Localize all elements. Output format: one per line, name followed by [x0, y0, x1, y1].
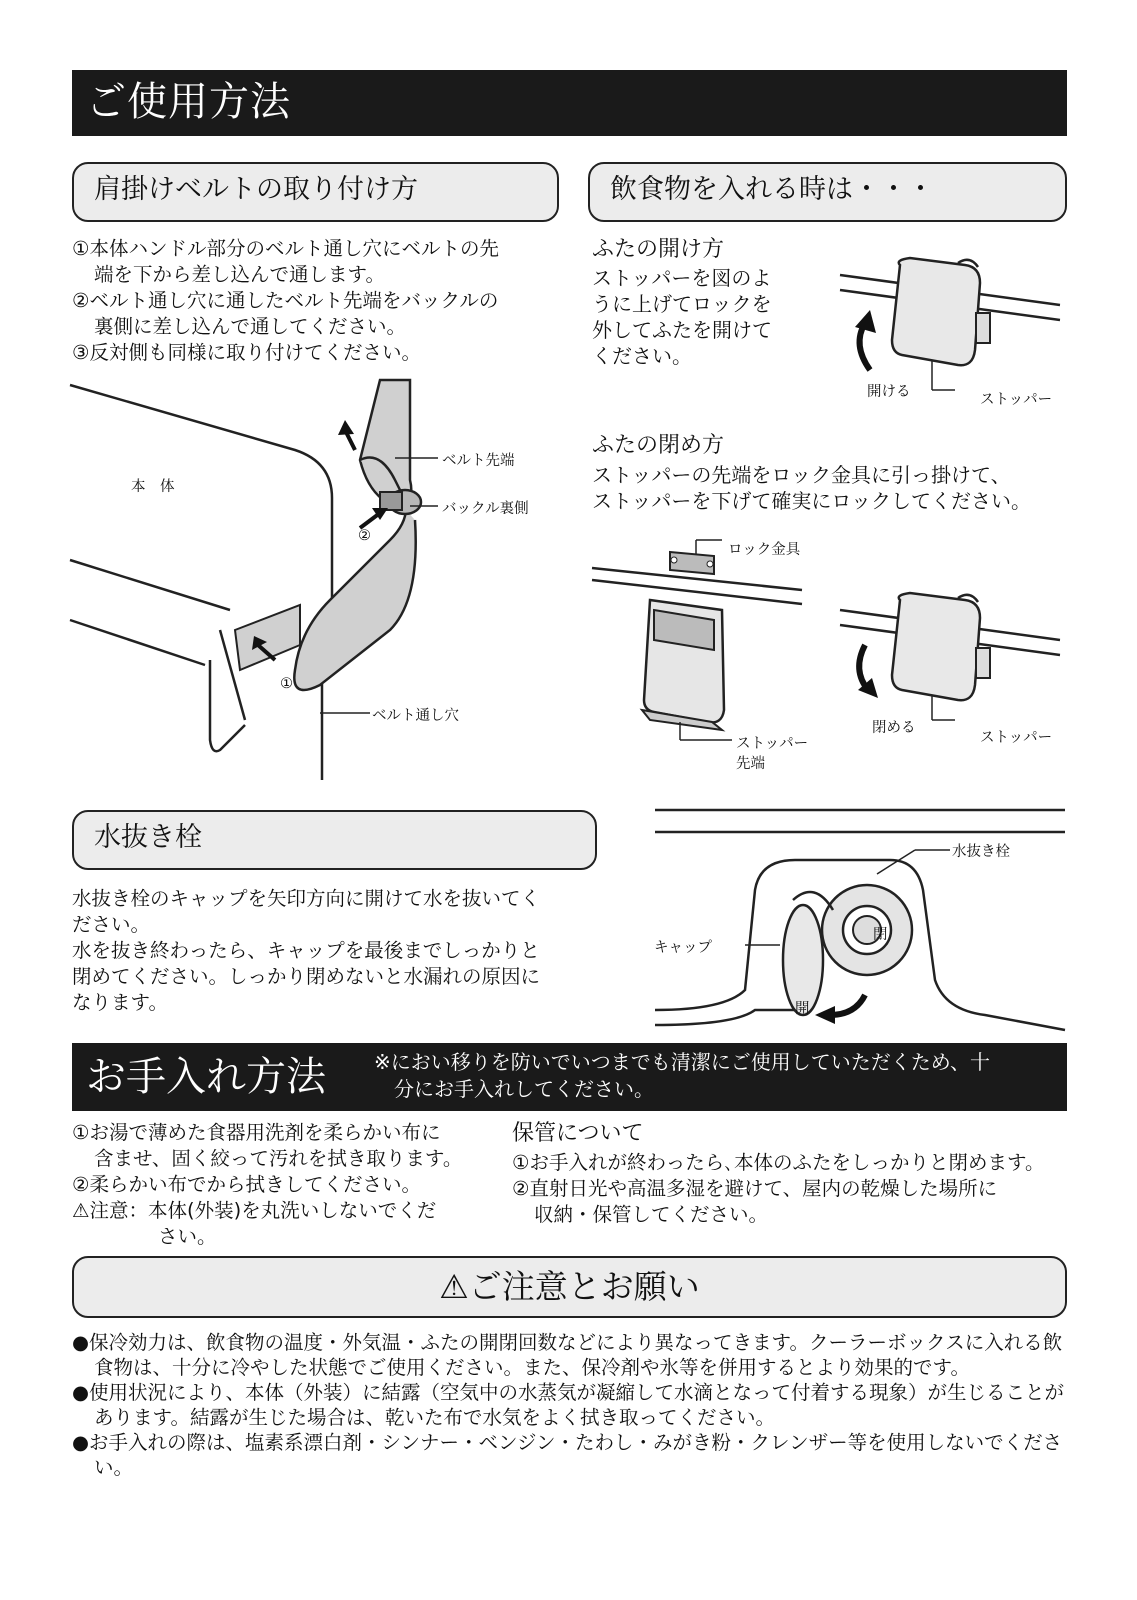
header-bar: [72, 70, 1067, 136]
drain-line-5: なります。: [72, 991, 168, 1014]
drain-text: [72, 886, 540, 1016]
care-left-2: ②柔らかい布でから拭きしてください。: [72, 1173, 421, 1196]
label-cap: キャップ: [654, 940, 712, 956]
open-title: ふたの開け方: [592, 237, 725, 262]
drain-line-2: ださい。: [72, 913, 151, 936]
label-stopper-tip-2: 先端: [736, 756, 765, 772]
label-close: 閉める: [872, 720, 916, 736]
belt-step-2b: 裏側に差し込んで通してください。: [94, 315, 407, 338]
open-line-2: うに上げてロックを: [592, 292, 772, 316]
storage-2b: 収納・保管してください。: [534, 1203, 769, 1226]
belt-step-1a: ①本体ハンドル部分のベルト通し穴にベルトの先: [72, 237, 499, 260]
label-buckle-back: バックル裏側: [442, 501, 529, 517]
storage-1: ①お手入れが終わったら､本体のふたをしっかりと閉めます。: [512, 1151, 1045, 1174]
care-left-3a: ⚠注意：本体(外装)を丸洗いしないでくだ: [72, 1199, 437, 1222]
care-title: お手入れ方法: [86, 1054, 326, 1100]
care-note: [374, 1049, 990, 1103]
drain-line-1: 水抜き栓のキャップを矢印方向に開けて水を抜いてく: [72, 887, 541, 910]
care-note-2: 分にお手入れしてください。: [394, 1077, 654, 1101]
drain-line-4: 閉めてください。しっかり閉めないと水漏れの原因に: [72, 965, 541, 988]
label-lock-bracket: ロック金具: [728, 542, 801, 558]
caution-item-3: ●お手入れの際は、塩素系漂白剤・シンナー・ベンジン・たわし・みがき粉・クレンザー等を使用しないでください。: [72, 1431, 1063, 1479]
label-stopper-tip-1: ストッパー: [736, 736, 809, 752]
open-line-1: ストッパーを図のよ: [592, 266, 772, 290]
drain-section-heading: 水抜き栓: [72, 810, 597, 870]
close-line-2: ストッパーを下げて確実にロックしてください。: [592, 489, 1031, 513]
drain-line-3: 水を抜き終わったら、キャップを最後までしっかりと: [72, 939, 540, 962]
caution-heading: [72, 1256, 1067, 1318]
label-belt-tip: ベルト先端: [442, 453, 515, 469]
label-open: 開ける: [867, 384, 911, 400]
close-line-1: ストッパーの先端をロック金具に引っ掛けて、: [592, 463, 1011, 487]
open-text: [592, 265, 772, 369]
lock-bracket-illustration: [592, 550, 812, 760]
care-left-1a: ①お湯で薄めた食器用洗剤を柔らかい布に: [72, 1121, 441, 1144]
care-left-3b: さい。: [158, 1225, 217, 1248]
care-left: [72, 1120, 462, 1250]
open-line-4: ください。: [592, 344, 692, 368]
label-closed: 閉: [873, 927, 888, 943]
care-bar: [72, 1043, 1067, 1111]
belt-section-heading: 肩掛けベルトの取り付け方: [72, 162, 559, 222]
food-section-heading: 飲食物を入れる時は・・・: [588, 162, 1067, 222]
storage-2a: ②直射日光や高温多湿を避けて、屋内の乾燥した場所に: [512, 1177, 998, 1200]
belt-illustration: [70, 380, 570, 780]
caution-list: [72, 1330, 1067, 1480]
open-line-3: 外してふたを開けて: [592, 318, 772, 342]
close-text: [592, 462, 1031, 514]
care-left-1b: 含ませ、固く絞って汚れを拭き取ります。: [94, 1147, 463, 1170]
label-step-1: ①: [280, 676, 293, 692]
label-stopper-open: ストッパー: [980, 392, 1053, 408]
label-open-drain: 開: [795, 1001, 810, 1017]
storage-text: [512, 1150, 1044, 1228]
label-step-2: ②: [358, 528, 371, 544]
caution-item-1: ●保冷効力は、飲食物の温度・外気温・ふたの開閉回数などにより異なってきます。クーラーボックスに入れる飲食物は、十分に冷やした状態でご使用ください。また、保冷剤や氷等を併用するとより効果的です。: [72, 1331, 1063, 1379]
label-drain-plug: 水抜き栓: [952, 844, 1010, 860]
page-title: ご使用方法: [86, 79, 291, 125]
care-note-1: ※におい移りを防いでいつまでも清潔にご使用していただくため、十: [374, 1050, 990, 1074]
label-body: 本 体: [131, 479, 175, 495]
close-title: ふたの閉め方: [592, 433, 725, 458]
belt-steps: [72, 236, 499, 366]
caution-heading-text: ⚠ご注意とお願い: [439, 1267, 700, 1306]
storage-title: 保管について: [512, 1121, 644, 1146]
caution-item-2: ●使用状況により、本体（外装）に結露（空気中の水蒸気が凝縮して水滴となって付着する現象）が生じることがあります。結露が生じた場合は、乾いた布で水気をよく拭き取ってください。: [72, 1381, 1065, 1429]
belt-step-3: ③反対側も同様に取り付けてください。: [72, 341, 421, 364]
label-belt-hole: ベルト通し穴: [372, 708, 459, 724]
belt-step-1b: 端を下から差し込んで通します。: [94, 263, 385, 286]
belt-step-2a: ②ベルト通し穴に通したベルト先端をバックルの: [72, 289, 499, 312]
label-stopper-close: ストッパー: [980, 730, 1053, 746]
